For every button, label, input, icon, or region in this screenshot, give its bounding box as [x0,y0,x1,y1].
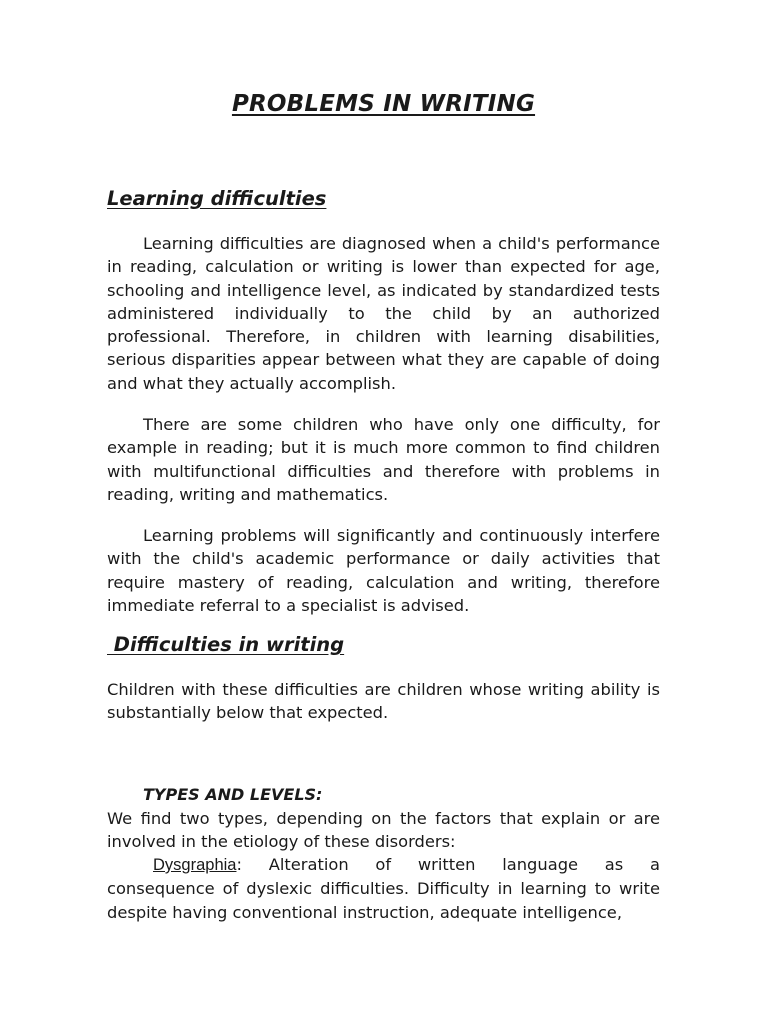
types-intro-paragraph: We find two types, depending on the factors that explain or are involved in the etiology of these disorders: [107,809,660,852]
paragraph: Learning difficulties are diagnosed when a child's performance in reading, calculation or writing is lower than expected for age, schooling and intelligence level, as indicated by standardized tests administered individually to the child by an authorized professional. Therefore, in children with learning disabilities, serious disparities appear between what they are capable of doing and what they actually accomplish. [107,234,660,393]
dysgraphia-list-item [107,853,660,924]
dysgraphia-term: Dysgraphia [153,856,237,874]
paragraph: Learning problems will significantly and continuously interfere with the child's academic performance or daily activities that require mastery of reading, calculation and writing, therefore immediate referral to a specialist is advised. [107,526,660,615]
term-separator: : [236,855,242,874]
types-levels-label: TYPES AND LEVELS: [143,785,323,804]
document-title: PROBLEMS IN WRITING [231,91,536,117]
section-heading-difficulties-in-writing: Difficulties in writing [107,633,345,656]
section-heading-learning-difficulties: Learning difficulties [107,187,327,210]
dysgraphia-definition-continuation: consequence of dyslexic difficulties. Difficulty in learning to write despite having conventional instruction, adequate intelligence, [107,879,660,922]
dysgraphia-first-line [107,853,660,877]
paragraph: There are some children who have only one difficulty, for example in reading; but it is much more common to find children with multifunctional difficulties and therefore with problems in reading, writing and mathematics. [107,415,660,504]
dysgraphia-definition-start: Alteration of written language as a [241,855,660,874]
paragraph: Children with these difficulties are children whose writing ability is substantially below that expected. [107,680,660,723]
